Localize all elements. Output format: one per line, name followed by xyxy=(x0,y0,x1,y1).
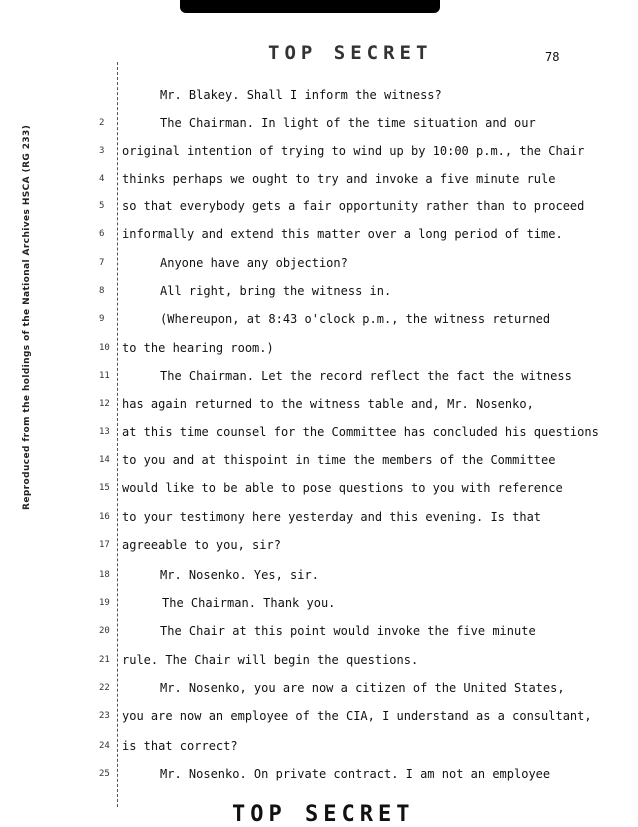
line-number: 10 xyxy=(99,343,110,353)
transcript-line: Mr. Nosenko. On private contract. I am not an employee xyxy=(160,767,551,781)
classification-stamp-footer: TOP SECRET xyxy=(232,802,415,827)
transcript-line: original intention of trying to wind up by 10:00 p.m., the Chair xyxy=(122,144,585,158)
line-number: 3 xyxy=(99,146,105,156)
transcript-line: The Chairman. Let the record reflect the fact the witness xyxy=(160,369,572,383)
transcript-line: to you and at thispoint in time the members of the Committee xyxy=(122,453,556,467)
line-number: 14 xyxy=(99,455,110,465)
transcript-line: (Whereupon, at 8:43 o'clock p.m., the witness returned xyxy=(160,312,551,326)
transcript-line: to your testimony here yesterday and this evening. Is that xyxy=(122,510,542,524)
transcript-line: at this time counsel for the Committee has concluded his questions xyxy=(122,425,599,439)
line-number: 21 xyxy=(99,655,110,665)
transcript-line: so that everybody gets a fair opportunity rather than to proceed xyxy=(122,199,585,213)
transcript-line: All right, bring the witness in. xyxy=(160,284,392,298)
transcript-line: Anyone have any objection? xyxy=(160,256,348,270)
line-number: 9 xyxy=(99,314,105,324)
line-number: 17 xyxy=(99,540,110,550)
transcript-line: you are now an employee of the CIA, I understand as a consultant, xyxy=(122,709,592,723)
transcript-line: to the hearing room.) xyxy=(122,341,274,355)
line-number: 19 xyxy=(99,598,110,608)
line-number: 13 xyxy=(99,427,110,437)
line-number: 8 xyxy=(99,286,105,296)
transcript-line: thinks perhaps we ought to try and invoke a five minute rule xyxy=(122,172,556,186)
line-number: 12 xyxy=(99,399,110,409)
transcript-line: informally and extend this matter over a long period of time. xyxy=(122,227,563,241)
line-number: 25 xyxy=(99,769,110,779)
line-number: 6 xyxy=(99,229,105,239)
transcript-line: Mr. Nosenko, you are now a citizen of the United States, xyxy=(160,681,565,695)
line-number: 23 xyxy=(99,711,110,721)
line-number: 24 xyxy=(99,741,110,751)
page-number: 78 xyxy=(545,50,560,64)
line-number: 11 xyxy=(99,371,110,381)
line-number: 18 xyxy=(99,570,110,580)
line-number: 16 xyxy=(99,512,110,522)
classification-stamp-header: TOP SECRET xyxy=(268,42,433,64)
transcript-line: Mr. Blakey. Shall I inform the witness? xyxy=(160,88,442,102)
transcript-line: The Chair at this point would invoke the five minute xyxy=(160,624,536,638)
transcript-line: would like to be able to pose questions to you with reference xyxy=(122,481,563,495)
transcript-line: has again returned to the witness table and, Mr. Nosenko, xyxy=(122,397,534,411)
line-number: 2 xyxy=(99,118,105,128)
line-number: 22 xyxy=(99,683,110,693)
line-number: 20 xyxy=(99,626,110,636)
line-number: 7 xyxy=(99,258,105,268)
margin-rule xyxy=(117,62,118,807)
transcript-line: agreeable to you, sir? xyxy=(122,538,281,552)
line-number: 4 xyxy=(99,174,105,184)
line-number: 15 xyxy=(99,483,110,493)
archive-side-note: Reproduced from the holdings of the National Archives HSCA (RG 233) xyxy=(22,124,32,510)
transcript-line: is that correct? xyxy=(122,739,238,753)
redaction-blot xyxy=(180,0,440,13)
line-number: 5 xyxy=(99,201,105,211)
transcript-line: Mr. Nosenko. Yes, sir. xyxy=(160,568,319,582)
transcript-line: The Chairman. In light of the time situation and our xyxy=(160,116,536,130)
transcript-line: rule. The Chair will begin the questions. xyxy=(122,653,419,667)
transcript-line: The Chairman. Thank you. xyxy=(162,596,336,610)
